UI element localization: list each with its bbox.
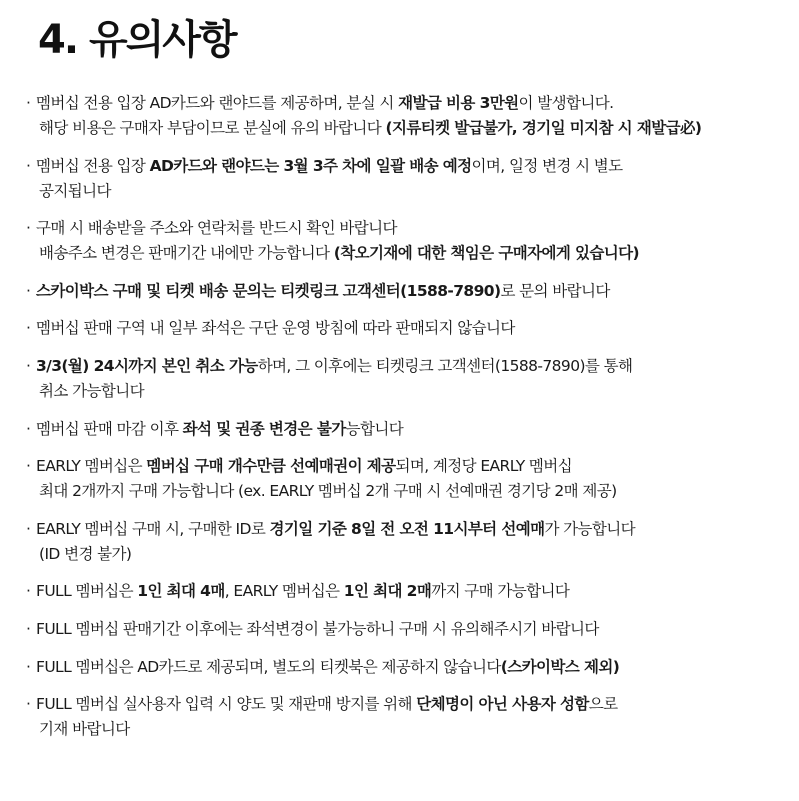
notice-item [26,316,791,341]
notice-text: 멤버십 판매 마감 이후 [36,419,183,438]
notice-text: 까지 구매 가능합니다 [431,582,570,601]
notice-line [36,617,791,642]
notice-text: 으로 [588,695,618,714]
notice-item [26,91,791,141]
emphasis-text: 1인 최대 4매 [137,582,225,601]
notice-line [36,454,791,479]
bullet-dot: · [26,356,31,375]
emphasis-text: 스카이박스 구매 및 티켓 배송 문의는 티켓링크 고객센터(1588-7890) [36,281,501,300]
emphasis-text: 좌석 및 권종 변경은 불가 [182,419,346,438]
notice-text: 되며, 계정당 EARLY 멤버십 [395,457,573,476]
notice-line [36,179,791,204]
bullet-dot: · [26,94,31,112]
notice-text: 이며, 일정 변경 시 별도 [471,156,623,175]
notice-line [36,579,791,604]
notice-item [26,517,791,567]
emphasis-text: 1인 최대 2매 [343,582,432,601]
bullet-dot: · [26,619,31,638]
notice-text: 하며, 그 이후에는 티켓링크 고객센터(1588-7890)를 통해 [257,356,633,375]
notice-text: , EARLY 멤버십은 [224,582,344,601]
notice-item [26,279,791,304]
notice-line [36,542,791,567]
notice-text: 배송주소 변경은 판매기간 내에만 가능합니다 [39,244,334,263]
notice-line [36,154,791,179]
notice-item [26,216,791,266]
notice-line [36,692,791,717]
emphasis-text: (지류티켓 발급불가, 경기일 미지참 시 재발급必) [385,119,702,137]
bullet-dot: · [26,519,31,538]
notice-line [36,717,791,742]
notice-line [36,91,791,116]
notice-line [36,479,791,504]
notice-line [36,216,791,241]
notice-item [26,579,791,604]
notice-item [26,692,791,742]
notice-list [26,91,791,755]
emphasis-text: (스카이박스 제외) [500,657,620,676]
notice-line [36,379,791,404]
notice-item [26,454,791,504]
notice-text: 이 발생합니다. [518,94,614,112]
emphasis-text: AD카드와 랜야드는 3월 3주 차에 일괄 배송 예정 [149,156,472,175]
notice-text: 기재 바랍니다 [39,720,130,739]
emphasis-text: 경기일 기준 8일 전 오전 11시부터 선예매 [269,519,545,538]
bullet-dot: · [26,156,31,175]
notice-text: 구매 시 배송받을 주소와 연락처를 반드시 확인 바랍니다 [36,219,397,238]
notice-item [26,617,791,642]
notice-line [36,316,791,341]
emphasis-text: 재발급 비용 3만원 [398,94,519,112]
emphasis-text: 3/3(월) 24시까지 본인 취소 가능 [36,356,258,375]
notice-text: 공지됩니다 [39,181,111,200]
notice-item [26,417,791,442]
bullet-dot: · [26,219,31,238]
notice-text: FULL 멤버십은 AD카드로 제공되며, 별도의 티켓북은 제공하지 않습니다 [36,657,501,676]
bullet-dot: · [26,457,31,476]
notice-text: FULL 멤버십 판매기간 이후에는 좌석변경이 불가능하니 구매 시 유의해주시기 바랍니다 [36,619,599,638]
notice-line [36,354,791,379]
page-title: 4. 유의사항 [38,17,236,63]
emphasis-text: 멤버십 구매 개수만큼 선예매권이 제공 [146,457,396,476]
notice-text: EARLY 멤버십 구매 시, 구매한 ID로 [36,519,270,538]
notice-line [36,279,791,304]
notice-text: 능합니다 [345,419,404,438]
notice-text: 최대 2개까지 구매 가능합니다 (ex. EARLY 멤버십 2개 구매 시 선예매권 경기당 2매 제공) [39,482,617,501]
notice-item [26,354,791,404]
notice-text: 해당 비용은 구매자 부담이므로 분실에 유의 바랍니다 [39,119,386,137]
notice-text: 멤버십 판매 구역 내 일부 좌석은 구단 운영 방침에 따라 판매되지 않습니다 [36,319,515,338]
bullet-dot: · [26,657,31,676]
notice-line [36,517,791,542]
notice-text: FULL 멤버십은 [36,582,138,601]
notice-text: EARLY 멤버십은 [36,457,147,476]
bullet-dot: · [26,419,31,438]
notice-text: (ID 변경 불가) [39,544,132,563]
bullet-dot: · [26,281,31,300]
notice-text: 가 가능합니다 [544,519,636,538]
notice-text: 취소 가능합니다 [39,381,144,400]
bullet-dot: · [26,582,31,601]
notice-line [36,116,791,141]
emphasis-text: (착오기재에 대한 책임은 구매자에게 있습니다) [333,244,639,263]
notice-text: 멤버십 전용 입장 AD카드와 랜야드를 제공하며, 분실 시 [36,94,399,112]
notice-text: 로 문의 바랍니다 [500,281,610,300]
notice-line [36,655,791,680]
bullet-dot: · [26,695,31,714]
notice-item [26,154,791,204]
notice-item [26,655,791,680]
notice-text: 멤버십 전용 입장 [36,156,150,175]
notice-text: FULL 멤버십 실사용자 입력 시 양도 및 재판매 방지를 위해 [36,695,417,714]
emphasis-text: 단체명이 아닌 사용자 성함 [416,695,589,714]
bullet-dot: · [26,319,31,338]
notice-line [36,241,791,266]
notice-line [36,417,791,442]
